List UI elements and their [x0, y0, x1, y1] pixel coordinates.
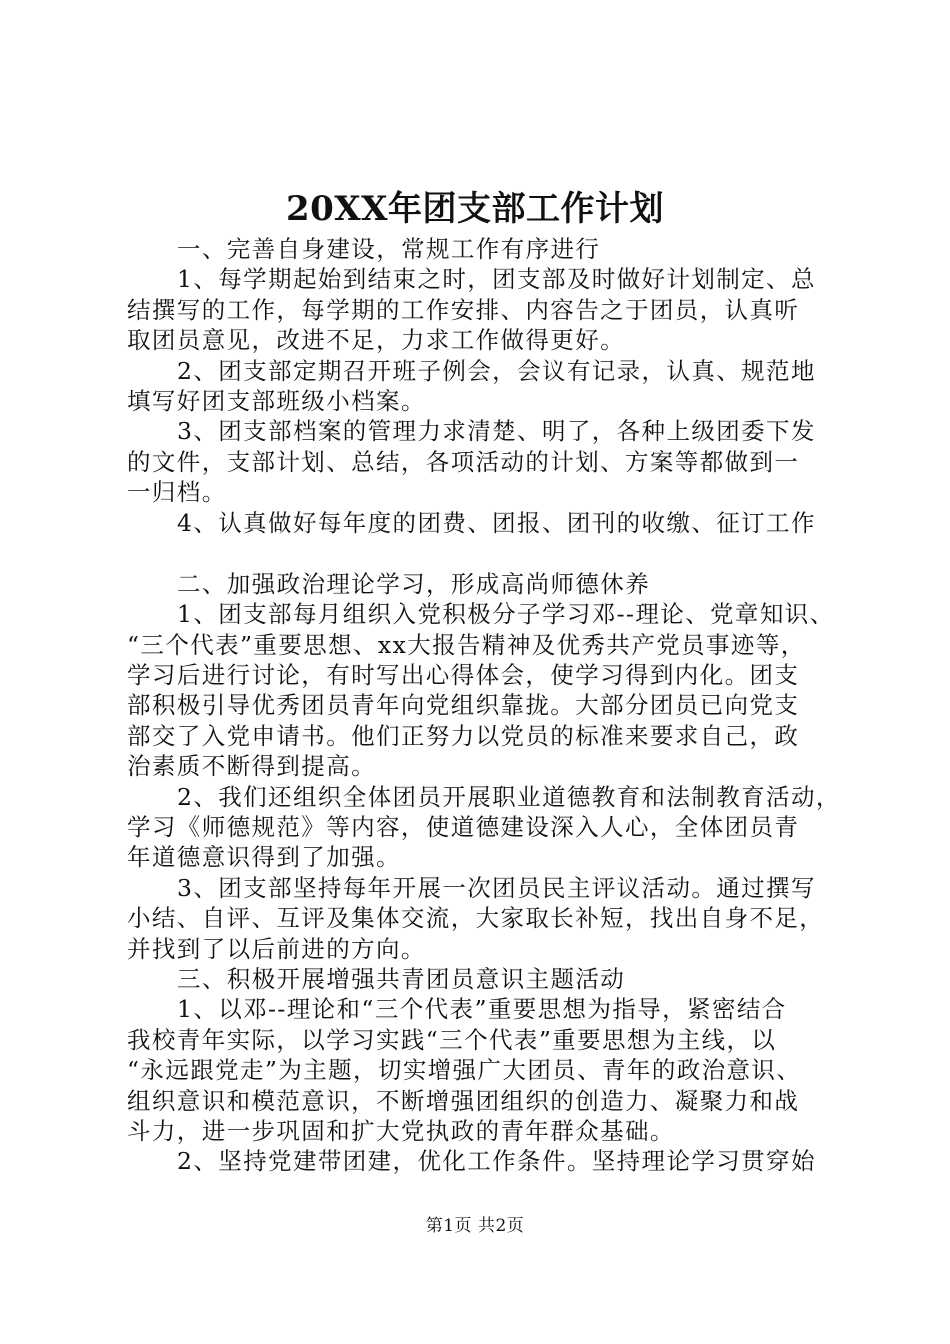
paragraph-line: 1、团支部每月组织入党积极分子学习邓--理论、党章知识、: [177, 600, 835, 629]
paragraph-line: 2、坚持党建带团建，优化工作条件。坚持理论学习贯穿始: [177, 1147, 816, 1176]
paragraph-line: 1、以邓--理论和“三个代表”重要思想为指导，紧密结合: [177, 995, 787, 1024]
paragraph-line: 的文件，支部计划、总结，各项活动的计划、方案等都做到一: [127, 447, 800, 476]
page-number: 第1页 共2页: [425, 1216, 525, 1236]
paragraph-line: 2、我们还组织全体团员开展职业道德教育和法制教育活动，: [177, 782, 841, 811]
paragraph-line: 结撰写的工作，每学期的工作安排、内容告之于团员，认真听: [127, 295, 800, 324]
paragraph-line: 小结、自评、互评及集体交流，大家取长补短，找出自身不足，: [127, 904, 825, 933]
paragraph-line: 斗力，进一步巩固和扩大党执政的青年群众基础。: [127, 1116, 675, 1145]
paragraph-line: 一归档。: [127, 478, 227, 507]
paragraph-line: 4、认真做好每年度的团费、团报、团刊的收缴、征订工作: [177, 508, 816, 537]
paragraph-line: 年道德意识得到了加强。: [127, 843, 401, 872]
paragraph-line: 部积极引导优秀团员青年向党组织靠拢。大部分团员已向党支: [127, 691, 800, 720]
paragraph-line: 学习后进行讨论，有时写出心得体会，使学习得到内化。团支: [127, 661, 800, 690]
paragraph-line: 取团员意见，改进不足，力求工作做得更好。: [127, 326, 625, 355]
paragraph-line: 部交了入党申请书。他们正努力以党员的标准来要求自己，政: [127, 721, 800, 750]
paragraph-line: 1、每学期起始到结束之时，团支部及时做好计划制定、总: [177, 265, 816, 294]
blank-line: [127, 538, 833, 569]
section-heading-3: 三、积极开展增强共青团员意识主题活动: [177, 964, 626, 993]
section-heading-1: 一、完善自身建设，常规工作有序进行: [177, 235, 601, 263]
paragraph-line: 3、团支部档案的管理力求清楚、明了，各种上级团委下发: [177, 417, 816, 446]
paragraph-line: 治素质不断得到提高。: [127, 752, 376, 781]
paragraph-line: “永远跟党走”为主题，切实增强广大团员、青年的政治意识、: [127, 1056, 802, 1085]
paragraph-line: 填写好团支部班级小档案。: [127, 386, 426, 415]
paragraph-line: 3、团支部坚持每年开展一次团员民主评议活动。通过撰写: [177, 873, 816, 902]
paragraph-line: 组织意识和模范意识，不断增强团组织的创造力、凝聚力和战: [127, 1086, 800, 1115]
document-body: [127, 234, 841, 1177]
section-heading-2: 二、加强政治理论学习，形成高尚师德休养: [177, 569, 651, 598]
paragraph-line: “三个代表”重要思想、xx大报告精神及优秀共产党员事迹等，: [127, 630, 806, 659]
paragraph-line: 我校青年实际，以学习实践“三个代表”重要思想为主线，以: [127, 1025, 777, 1054]
paragraph-line: 学习《师德规范》等内容，使道德建设深入人心，全体团员青: [127, 813, 800, 842]
document-title: 20XX年团支部工作计划: [285, 189, 665, 229]
paragraph-line: 2、团支部定期召开班子例会，会议有记录，认真、规范地: [177, 356, 816, 385]
paragraph-line: 并找到了以后前进的方向。: [127, 934, 426, 963]
